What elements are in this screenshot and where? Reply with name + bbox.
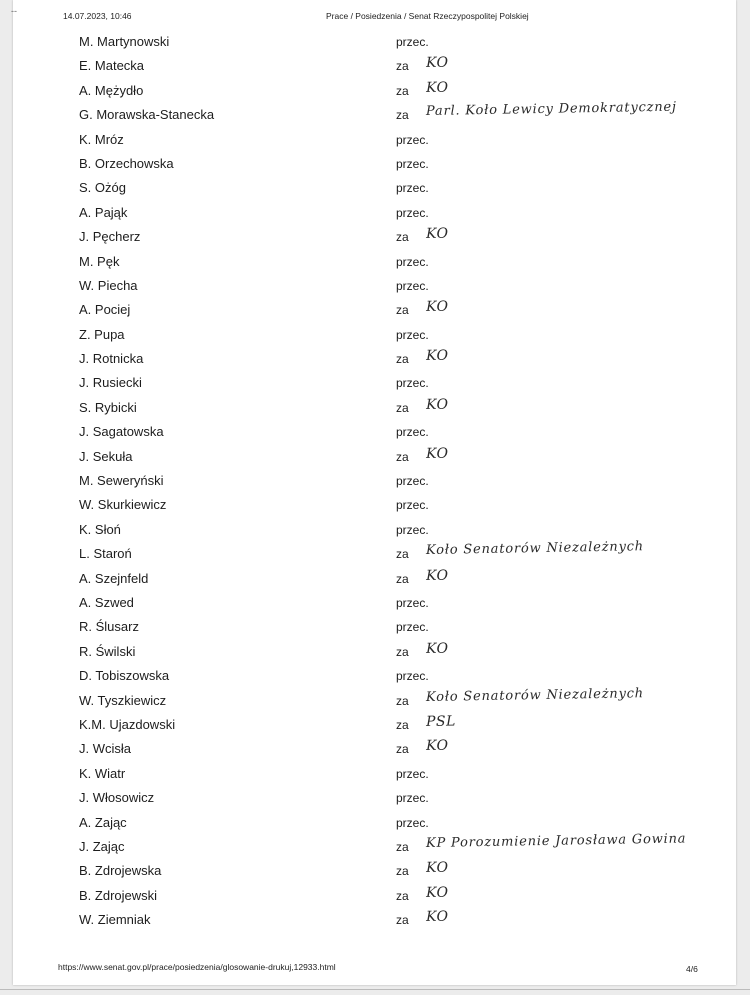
document-page [13, 0, 736, 985]
list-item [13, 153, 736, 177]
senator-name: A. Zając [79, 814, 127, 830]
list-item [13, 275, 736, 299]
senator-name: J. Włosowicz [79, 790, 155, 806]
handwritten-note: KO [425, 737, 449, 755]
senator-name: W. Ziemniak [79, 912, 151, 928]
handwritten-note: KO [425, 225, 449, 243]
list-item [13, 539, 736, 567]
senator-name: A. Szejnfeld [79, 570, 149, 586]
vote-value: przec. [396, 498, 429, 513]
handwritten-note: PSL [425, 713, 456, 730]
vote-value: za [396, 352, 409, 367]
handwritten-note: KO [425, 859, 449, 877]
vote-value: przec. [396, 132, 429, 147]
list-item [13, 324, 736, 348]
senator-name: J. Rusiecki [79, 375, 142, 391]
vote-value: za [396, 108, 409, 123]
senator-name: K.M. Ujazdowski [79, 716, 176, 732]
list-item [13, 202, 736, 226]
vote-value: przec. [396, 766, 429, 781]
vote-value: przec. [396, 669, 429, 684]
list-item [13, 685, 736, 714]
page-divider [0, 989, 750, 990]
senator-name: J. Wcisła [79, 741, 131, 757]
vote-value: za [396, 571, 409, 586]
vote-value: przec. [396, 474, 429, 489]
handwritten-note: KO [425, 908, 449, 926]
vote-value: przec. [396, 327, 429, 342]
vote-value: za [396, 644, 409, 659]
footer-url: https://www.senat.gov.pl/prace/posiedzenia/glosowanie-drukuj,12933.html [58, 962, 336, 972]
list-item [13, 641, 736, 665]
list-item [13, 714, 736, 738]
vote-value: za [396, 83, 409, 98]
handwritten-note: KO [425, 298, 449, 316]
list-item [13, 421, 736, 445]
list-item [13, 129, 736, 153]
list-item [13, 99, 736, 128]
vote-value: za [396, 839, 409, 854]
list-item [13, 860, 736, 884]
vote-value: przec. [396, 181, 429, 196]
vote-value: przec. [396, 791, 429, 806]
list-item [13, 397, 736, 421]
list-item [13, 31, 736, 55]
senator-name: G. Morawska-Stanecka [79, 107, 215, 123]
senator-name: K. Słoń [79, 521, 121, 537]
list-item [13, 592, 736, 616]
senator-name: J. Pęcherz [79, 229, 141, 245]
vote-value: za [396, 230, 409, 245]
senator-name: J. Zając [79, 838, 125, 854]
senator-name: S. Ożóg [79, 180, 126, 196]
senator-name: R. Ślusarz [79, 619, 139, 635]
handwritten-note: Koło Senatorów Niezależnych [425, 685, 645, 705]
senator-name: M. Pęk [79, 253, 120, 269]
vote-value: za [396, 742, 409, 757]
vote-value: przec. [396, 376, 429, 391]
vote-value: za [396, 400, 409, 415]
vote-value: za [396, 547, 409, 562]
vote-value: przec. [396, 254, 429, 269]
senator-name: J. Sagatowska [79, 424, 164, 440]
senator-name: K. Mróz [79, 131, 124, 147]
senator-name: B. Orzechowska [79, 155, 174, 171]
list-item [13, 616, 736, 640]
senator-name: B. Zdrojewska [79, 863, 162, 879]
vote-value: przec. [396, 35, 429, 49]
corner-mark: -- [11, 6, 17, 16]
list-item [13, 251, 736, 275]
handwritten-note: KP Porozumienie Jarosława Gowina [425, 831, 687, 851]
senator-name: W. Piecha [79, 277, 138, 293]
senator-name: W. Tyszkiewicz [79, 692, 167, 708]
senator-name: J. Rotnicka [79, 351, 144, 367]
senator-name: K. Wiatr [79, 765, 126, 781]
vote-value: za [396, 693, 409, 708]
senator-name: A. Pociej [79, 302, 131, 318]
vote-value: przec. [396, 815, 429, 830]
vote-value: przec. [396, 425, 429, 440]
page-title: Prace / Posiedzenia / Senat Rzeczypospolitej Polskiej [326, 11, 529, 21]
senator-name: W. Skurkiewicz [79, 497, 167, 513]
list-item [13, 885, 736, 909]
handwritten-note: KO [425, 79, 449, 96]
page-number: 4/6 [686, 964, 698, 974]
list-item [13, 909, 736, 933]
senator-name: D. Tobiszowska [79, 668, 170, 684]
vote-value: przec. [396, 522, 429, 537]
handwritten-note: Koło Senatorów Niezależnych [425, 539, 645, 559]
list-item [13, 299, 736, 323]
list-item [13, 446, 736, 470]
vote-value: za [396, 449, 409, 464]
handwritten-note: Parl. Koło Lewicy Demokratycznej [425, 99, 677, 120]
handwritten-note: KO [425, 347, 449, 365]
senator-name: R. Świlski [79, 643, 136, 659]
list-item [13, 470, 736, 494]
list-item [13, 494, 736, 518]
list-item [13, 738, 736, 762]
handwritten-note: KO [425, 884, 449, 901]
vote-value: za [396, 717, 409, 732]
senator-name: S. Rybicki [79, 399, 137, 415]
vote-value: za [396, 864, 409, 879]
list-item [13, 55, 736, 79]
list-item [13, 177, 736, 201]
senator-name: B. Zdrojewski [79, 887, 158, 903]
handwritten-note: KO [425, 396, 449, 413]
list-item [13, 763, 736, 787]
vote-value: przec. [396, 205, 429, 220]
vote-value: za [396, 59, 409, 74]
senator-name: E. Matecka [79, 58, 145, 74]
handwritten-note: KO [425, 54, 449, 72]
senator-name: M. Seweryński [79, 473, 164, 489]
handwritten-note: KO [425, 445, 449, 462]
vote-value: przec. [396, 156, 429, 171]
vote-value: za [396, 913, 409, 928]
senator-name: A. Pająk [79, 204, 128, 220]
list-item [13, 568, 736, 592]
list-item [13, 787, 736, 811]
vote-value: przec. [396, 278, 429, 293]
list-item [13, 348, 736, 372]
list-item [13, 831, 736, 860]
list-item [13, 372, 736, 396]
vote-value: przec. [396, 595, 429, 610]
vote-value: przec. [396, 620, 429, 635]
senator-name: A. Szwed [79, 594, 134, 610]
senator-name: M. Martynowski [79, 34, 170, 49]
vote-list [13, 31, 736, 933]
print-date: 14.07.2023, 10:46 [63, 11, 132, 21]
handwritten-note: KO [425, 567, 449, 584]
vote-value: za [396, 303, 409, 318]
senator-name: L. Staroń [79, 546, 132, 562]
handwritten-note: KO [425, 640, 449, 657]
vote-value: za [396, 888, 409, 903]
senator-name: A. Mężydło [79, 82, 144, 98]
senator-name: J. Sekuła [79, 448, 133, 464]
list-item [13, 226, 736, 250]
senator-name: Z. Pupa [79, 326, 125, 342]
